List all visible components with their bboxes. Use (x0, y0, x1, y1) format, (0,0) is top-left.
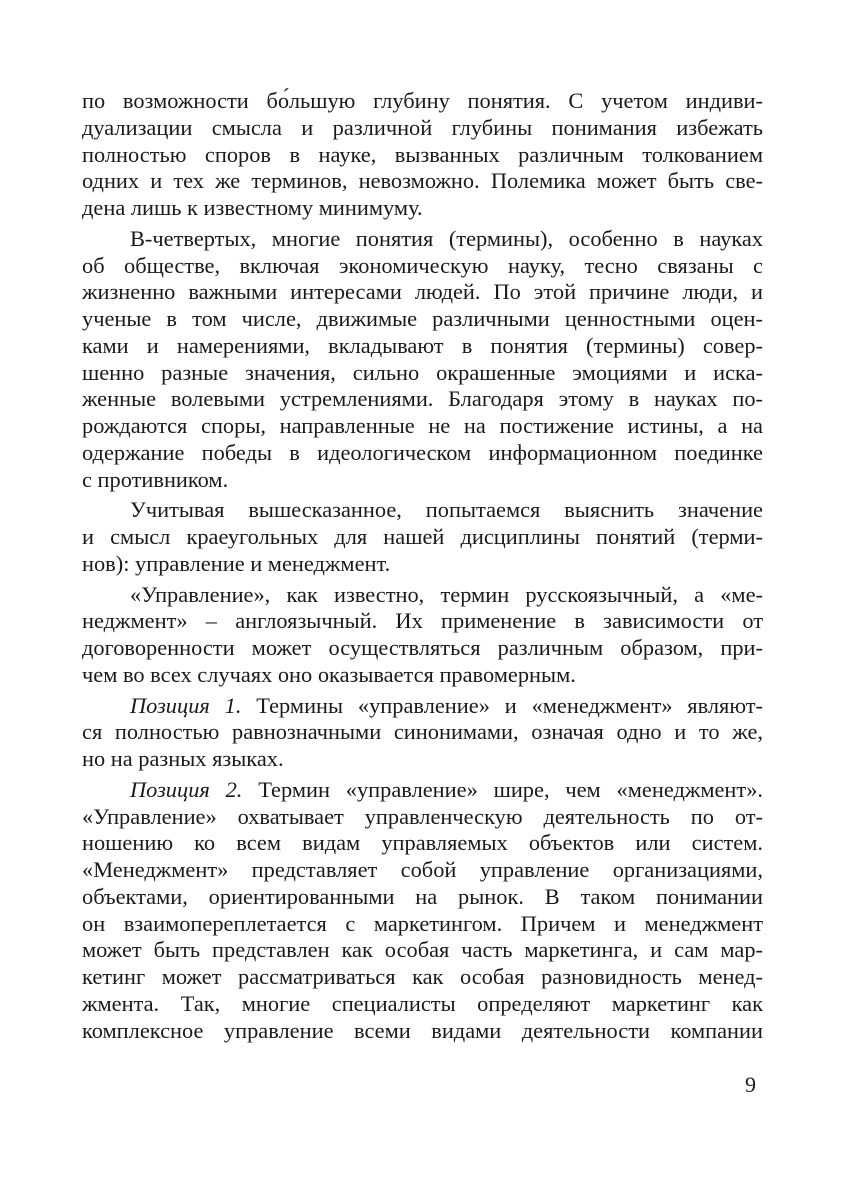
page-body (82, 88, 763, 1044)
text-line: жмента. Так, многие специалисты определяют маркетинг как (82, 990, 763, 1016)
text-line: одних и тех же терминов, невозможно. Полемика может быть све- (82, 168, 763, 194)
text-line: полностью споров в науке, вызванных различным толкованием (82, 141, 763, 167)
text-line: женные волевыми устремлениями. Благодаря этому в науках по- (82, 386, 763, 412)
text-line: жизненно важными интересами людей. По этой причине люди, и (82, 279, 763, 305)
text-fragment: Термины «управление» и «менеджмент» являют- (241, 692, 763, 718)
paragraph-1 (82, 88, 763, 222)
text-line: ками и намерениями, вкладывают в понятия (термины) совер- (82, 332, 763, 358)
text-line: но на разных языках. (82, 746, 284, 771)
text-line: чем во всех случаях оно оказывается правомерным. (82, 661, 576, 687)
paragraph-2 (82, 226, 763, 494)
text-line: по возможности бо́льшую глубину понятия. С учетом индиви- (82, 88, 763, 113)
text-line: об обществе, включая экономическую науку, тесно связаны с (82, 252, 763, 278)
text-line: может быть представлен как особая часть маркетинга, и сам мар- (82, 937, 763, 963)
text-line: ученые в том числе, движимые различными ценностными оцен- (82, 306, 763, 331)
text-line: с противником. (82, 466, 229, 492)
text-line: «Управление», как известно, термин русскоязычный, а «ме- (130, 581, 763, 607)
text-line: В-четвертых, многие понятия (термины), особенно в науках (130, 225, 763, 251)
page-number: 9 (745, 1072, 756, 1097)
paragraph-position-2 (82, 777, 763, 1045)
text-line: «Менеджмент» представляет собой управление организациями, (82, 857, 763, 882)
text-line: комплексное управление всеми видами деятельности компании (82, 1017, 763, 1043)
text-line: нов): управление и менеджмент. (82, 550, 391, 576)
text-line: ношению ко всем видам управляемых объектов или систем. (82, 830, 763, 856)
text-line: и смысл краеугольных для нашей дисциплины понятий (терми- (82, 524, 763, 549)
text-line (82, 693, 763, 720)
paragraph-3 (82, 497, 763, 577)
position-heading: Позиция 2. (130, 776, 243, 802)
text-line: он взаимопереплетается с маркетингом. Причем и менеджмент (82, 910, 763, 936)
position-heading: Позиция 1. (130, 692, 242, 718)
text-line: неджмент» – англоязычный. Их применение в зависимости от (82, 608, 763, 634)
paragraph-position-1 (82, 693, 763, 773)
text-line: объектами, ориентированными на рынок. В таком понимании (82, 883, 763, 909)
paragraph-4 (82, 582, 763, 689)
text-line: рождаются споры, направленные не на постижение истины, а на (82, 413, 763, 438)
text-line: кетинг может рассматриваться как особая разновидность менед- (82, 964, 763, 989)
text-fragment: Термин «управление» шире, чем «менеджмент». (242, 776, 763, 802)
text-line: ся полностью равнозначными синонимами, означая одно и то же, (82, 719, 763, 745)
text-line: дена лишь к известному минимуму. (82, 195, 423, 220)
text-line (82, 777, 763, 804)
text-line: шенно разные значения, сильно окрашенные эмоциями и иска- (82, 359, 763, 385)
text-line: договоренности может осуществляться различным образом, при- (82, 635, 763, 660)
text-line: одержание победы в идеологическом информационном поединке (82, 439, 763, 465)
text-line: Учитывая вышесказанное, попытаемся выяснить значение (130, 497, 763, 523)
text-line: дуализации смысла и различной глубины понимания избежать (82, 114, 763, 140)
text-line: «Управление» охватывает управленческую деятельность по от- (82, 803, 763, 829)
